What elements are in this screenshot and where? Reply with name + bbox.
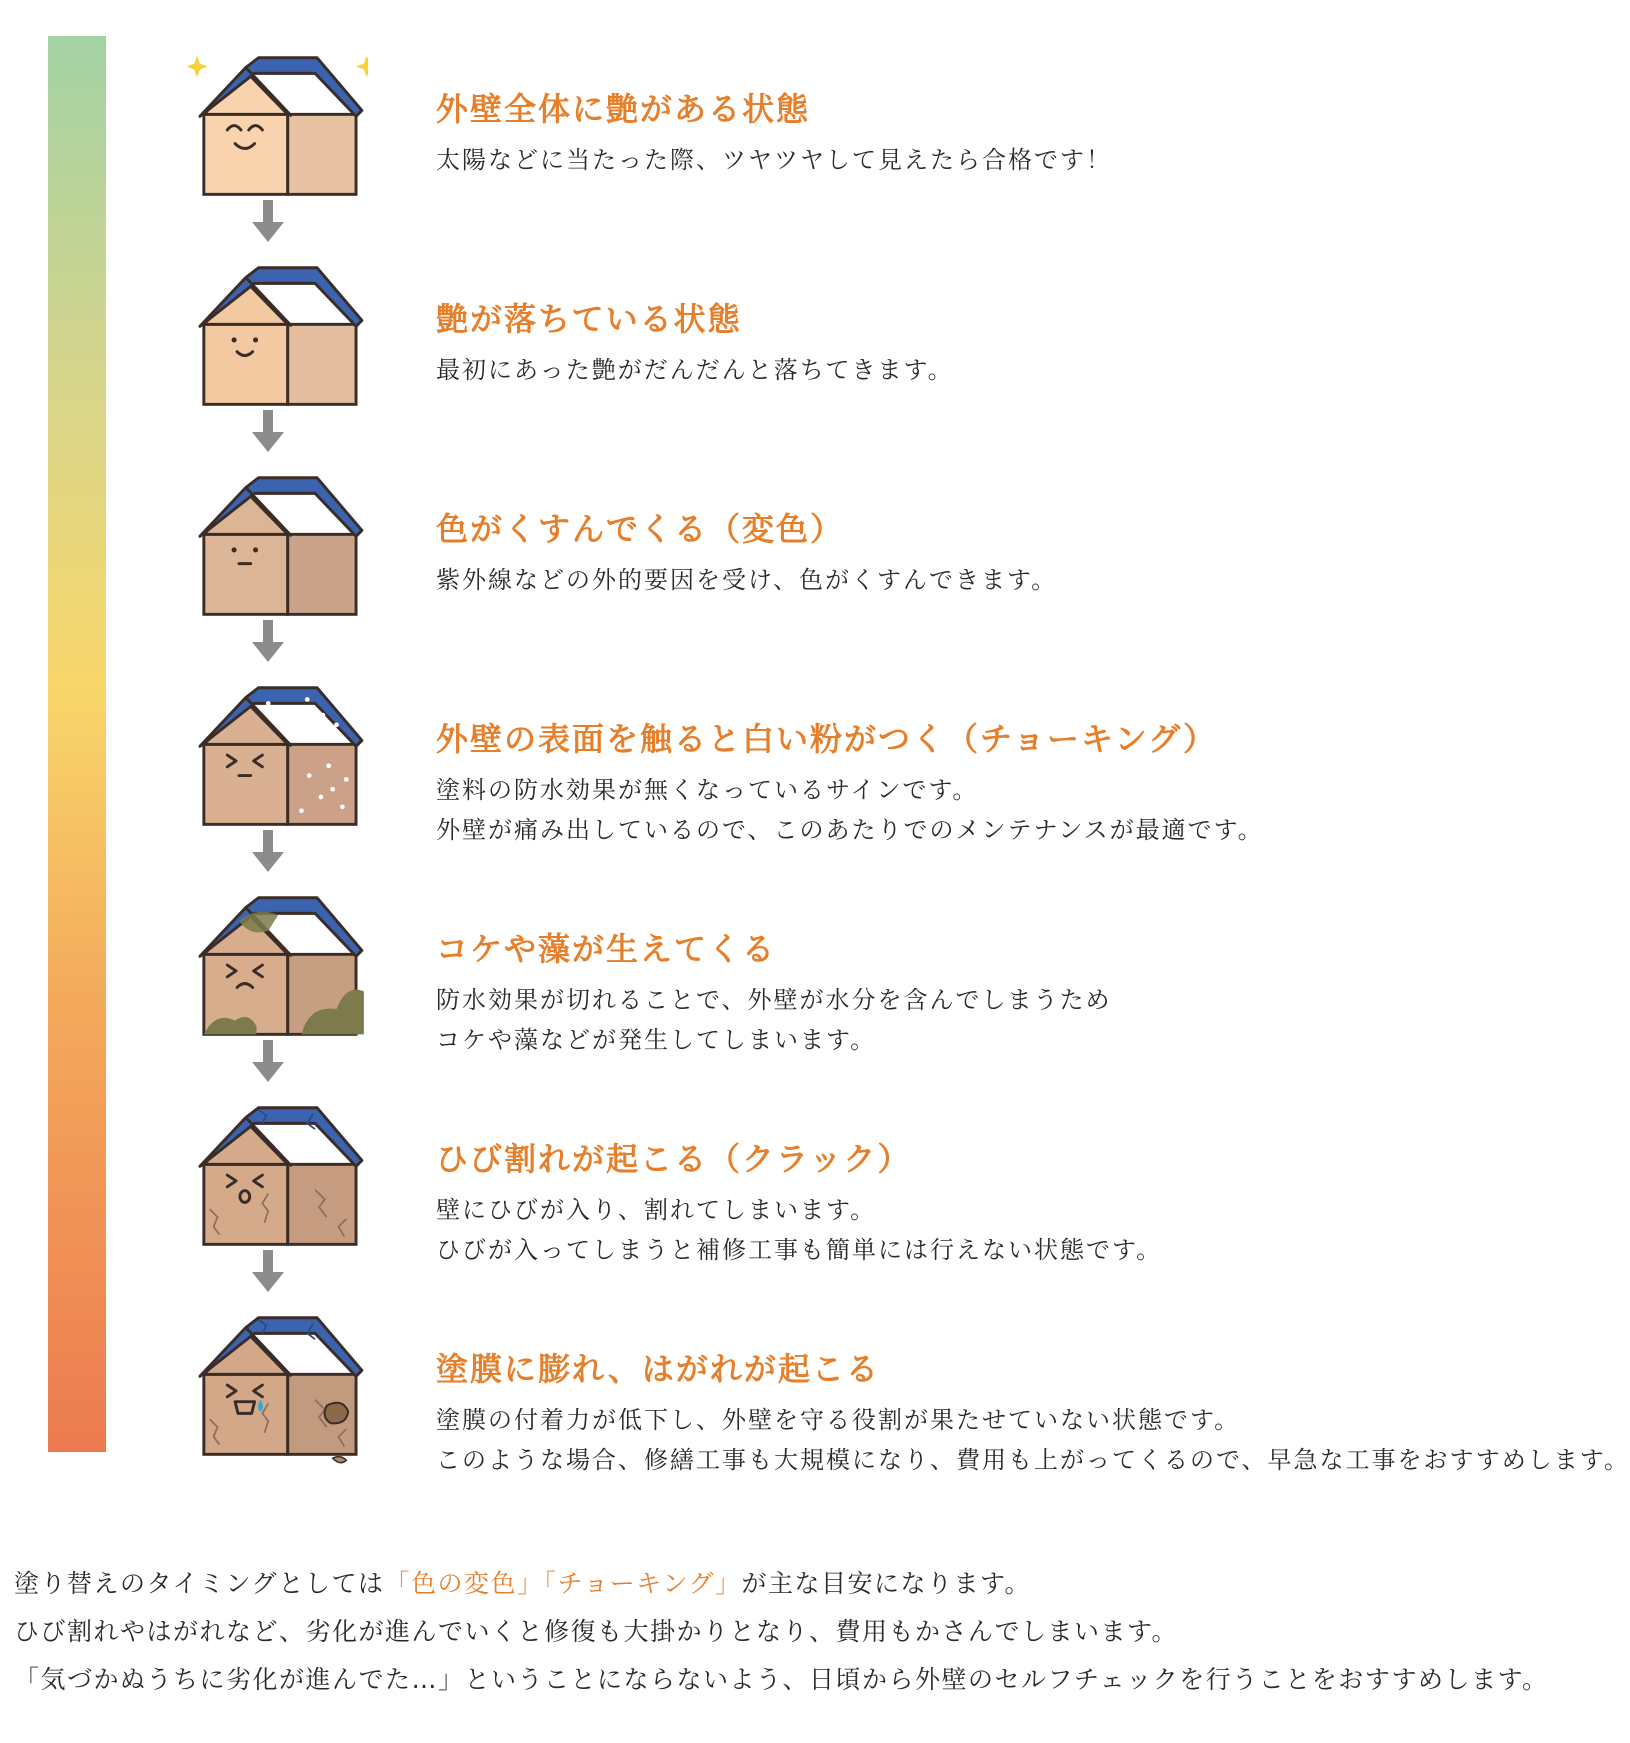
- stage-description-line: コケや藻などが発生してしまいます。: [436, 1026, 877, 1054]
- stage-description-line: 塗料の防水効果が無くなっているサインです。: [436, 776, 979, 804]
- stage-6: [0, 1098, 1630, 1264]
- stage-4: [0, 678, 1630, 844]
- stage-title: 外壁全体に艶がある状態: [436, 90, 811, 128]
- stage-3: [0, 468, 1630, 628]
- down-arrow-icon: [250, 620, 286, 664]
- footer-line-2: ひび割れやはがれなど、劣化が進んでいくと修復も大掛かりとなり、費用もかさんでしまいます。: [14, 1617, 1179, 1646]
- stage-2: [0, 258, 1630, 418]
- shiny-house-icon: [188, 48, 368, 198]
- stage-description: [436, 350, 954, 390]
- stage-description-line: 紫外線などの外的要因を受け、色がくすんできます。: [436, 566, 1058, 594]
- stage-title: コケや藻が生えてくる: [436, 930, 777, 968]
- footer-note: [14, 1560, 1624, 1704]
- chalking-house-icon: [188, 678, 368, 828]
- footer-line-1: [14, 1560, 1624, 1608]
- stage-description: [436, 770, 1264, 850]
- stage-title: ひび割れが起こる（クラック）: [436, 1140, 912, 1178]
- footer-line-1-text: 塗り替えのタイミングとしては: [14, 1569, 385, 1598]
- stage-description: [436, 1190, 1162, 1270]
- stage-title: 艶が落ちている状態: [436, 300, 742, 338]
- down-arrow-icon: [250, 200, 286, 244]
- peeling-house-icon: [188, 1308, 368, 1458]
- stage-description: [436, 560, 1057, 600]
- down-arrow-icon: [250, 1040, 286, 1084]
- stage-description-line: 最初にあった艶がだんだんと落ちてきます。: [436, 356, 954, 384]
- stage-description: [436, 980, 1112, 1060]
- stage-description: [436, 1400, 1630, 1480]
- footer-line-1-highlight: 「色の変色」「チョーキング」: [384, 1569, 742, 1598]
- dull-house-icon: [188, 258, 368, 408]
- stage-title: 色がくすんでくる（変色）: [436, 510, 845, 548]
- stage-title: 外壁の表面を触ると白い粉がつく（チョーキング）: [436, 720, 1218, 758]
- stage-1: [0, 48, 1630, 208]
- down-arrow-icon: [250, 830, 286, 874]
- stage-description-line: このような場合、修繕工事も大規模になり、費用も上がってくるので、早急な工事をおすすめします。: [436, 1446, 1630, 1474]
- stage-title: 塗膜に膨れ、はがれが起こる: [436, 1350, 880, 1388]
- stage-description-line: 塗膜の付着力が低下し、外壁を守る役割が果たせていない状態です。: [436, 1406, 1241, 1434]
- stage-7: [0, 1308, 1630, 1474]
- stage-description-line: 壁にひびが入り、割れてしまいます。: [436, 1196, 877, 1224]
- stage-5: [0, 888, 1630, 1054]
- discolored-house-icon: [188, 468, 368, 618]
- down-arrow-icon: [250, 410, 286, 454]
- footer-line-3: 「気づかぬうちに劣化が進んでた…」ということにならないよう、日頃から外壁のセルフチェックを行うことをおすすめします。: [14, 1665, 1549, 1694]
- stage-description-line: ひびが入ってしまうと補修工事も簡単には行えない状態です。: [436, 1236, 1163, 1264]
- down-arrow-icon: [250, 1250, 286, 1294]
- moss-house-icon: [188, 888, 368, 1038]
- cracked-house-icon: [188, 1098, 368, 1248]
- footer-line-1-end: が主な目安になります。: [741, 1569, 1032, 1598]
- stage-description-line: 太陽などに当たった際、ツヤツヤして見えたら合格です！: [436, 146, 1112, 174]
- stage-description: [436, 140, 1112, 180]
- stage-description-line: 外壁が痛み出しているので、このあたりでのメンテナンスが最適です。: [436, 816, 1264, 844]
- stage-description-line: 防水効果が切れることで、外壁が水分を含んでしまうため: [436, 986, 1112, 1014]
